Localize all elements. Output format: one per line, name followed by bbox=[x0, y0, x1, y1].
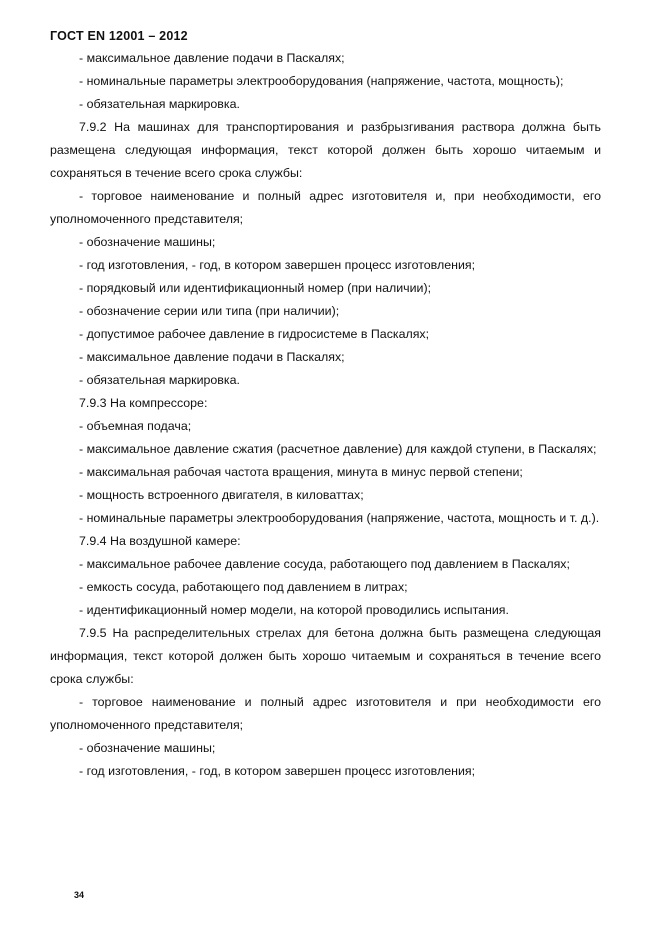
page-number: 34 bbox=[74, 890, 85, 900]
paragraph: - обязательная маркировка. bbox=[79, 97, 240, 111]
paragraph: - допустимое рабочее давление в гидросистеме в Паскалях; bbox=[79, 327, 430, 341]
paragraph: - мощность встроенного двигателя, в киловаттах; bbox=[79, 488, 364, 502]
paragraph: - торговое наименование и полный адрес изготовителя и, при необходимости, его уполномоченного представителя; bbox=[50, 189, 601, 226]
paragraph: - обозначение машины; bbox=[79, 741, 216, 755]
paragraph: - максимальное давление подачи в Паскалях; bbox=[79, 350, 345, 364]
paragraph: 7.9.4 На воздушной камере: bbox=[79, 534, 241, 548]
document-body bbox=[50, 47, 601, 783]
paragraph: - идентификационный номер модели, на которой проводились испытания. bbox=[79, 603, 509, 617]
paragraph: - емкость сосуда, работающего под давлением в литрах; bbox=[79, 580, 408, 594]
paragraph: 7.9.5 На распределительных стрелах для бетона должна быть размещена следующая информация, текст которой должен быть хорошо читаемым и сохраняться в течение всего срока службы: bbox=[50, 626, 601, 686]
paragraph: - обозначение машины; bbox=[79, 235, 216, 249]
paragraph: - номинальные параметры электрооборудования (напряжение, частота, мощность); bbox=[79, 74, 564, 88]
paragraph: 7.9.3 На компрессоре: bbox=[79, 396, 208, 410]
paragraph: 7.9.2 На машинах для транспортирования и разбрызгивания раствора должна быть размещена следующая информация, текст которой должен быть хорошо читаемым и сохраняться в течение всего срока службы: bbox=[50, 120, 601, 180]
paragraph: - торговое наименование и полный адрес изготовителя и при необходимости его уполномоченного представителя; bbox=[50, 695, 601, 732]
paragraph: - номинальные параметры электрооборудования (напряжение, частота, мощность и т. д.). bbox=[79, 511, 600, 525]
paragraph: - максимальная рабочая частота вращения, минута в минус первой степени; bbox=[79, 465, 523, 479]
paragraph: - максимальное давление подачи в Паскалях; bbox=[79, 51, 345, 65]
paragraph: - обязательная маркировка. bbox=[79, 373, 240, 387]
paragraph: - порядковый или идентификационный номер (при наличии); bbox=[79, 281, 432, 295]
document-header: ГОСТ EN 12001 – 2012 bbox=[50, 29, 188, 43]
paragraph: - год изготовления, - год, в котором завершен процесс изготовления; bbox=[79, 764, 476, 778]
paragraph: - максимальное рабочее давление сосуда, работающего под давлением в Паскалях; bbox=[79, 557, 570, 571]
paragraph: - год изготовления, - год, в котором завершен процесс изготовления; bbox=[79, 258, 476, 272]
paragraph: - обозначение серии или типа (при наличии); bbox=[79, 304, 340, 318]
paragraph: - объемная подача; bbox=[79, 419, 192, 433]
paragraph: - максимальное давление сжатия (расчетное давление) для каждой ступени, в Паскалях; bbox=[79, 442, 597, 456]
